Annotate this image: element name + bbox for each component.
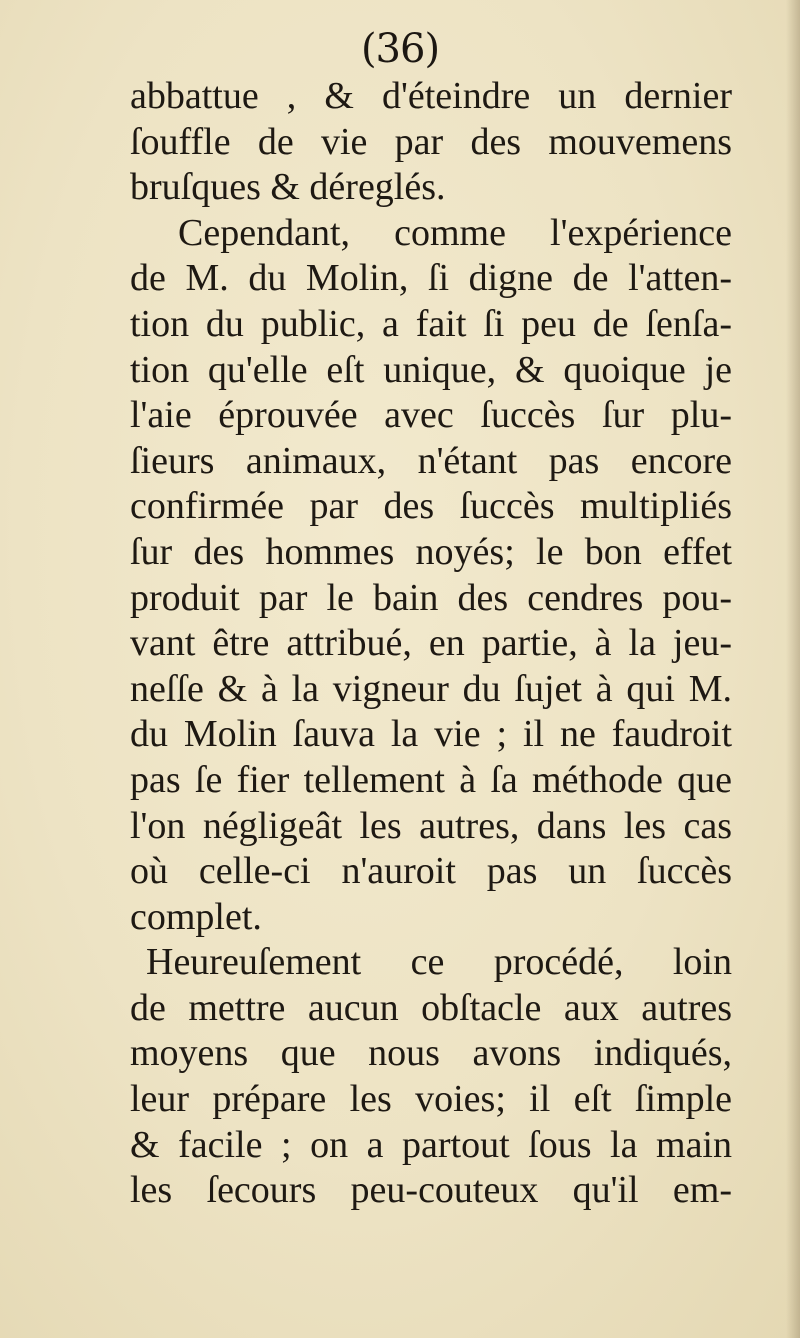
text-line: de M. du Molin, ſi digne de l'atten- (130, 257, 732, 300)
page-number: (36) (360, 26, 440, 72)
text-line: complet. (130, 895, 262, 938)
paragraph-start-line: Cependant, comme l'expérience (178, 211, 732, 254)
text-line: leur prépare les voies; il eſt ſimple (130, 1078, 732, 1121)
text-line: où celle-ci n'auroit pas un ſuccès (130, 850, 732, 893)
text-line: tion du public, a fait ſi peu de ſenſa- (130, 302, 732, 345)
text-line: produit par le bain des cendres pou- (130, 576, 732, 619)
text-line: ſur des hommes noyés; le bon effet (130, 530, 732, 573)
text-line: vant être attribué, en partie, à la jeu- (130, 622, 732, 665)
text-line: & facile ; on a partout ſous la main (130, 1123, 732, 1166)
text-line: bruſques & déreglés. (130, 166, 446, 209)
page-edge-shadow (786, 0, 800, 1338)
text-line: de mettre aucun obſtacle aux autres (130, 986, 732, 1029)
text-line: l'aie éprouvée avec ſuccès ſur plu- (130, 394, 732, 437)
text-line: l'on négligeât les autres, dans les cas (130, 804, 732, 847)
text-line: neſſe & à la vigneur du ſujet à qui M. (130, 667, 732, 710)
text-line: abbattue , & d'éteindre un dernier (130, 75, 732, 117)
text-line: confirmée par des ſuccès multipliés (130, 485, 732, 528)
text-line: moyens que nous avons indiqués, (130, 1032, 732, 1075)
text-line: tion qu'elle eſt unique, & quoique je (130, 348, 732, 391)
paragraph-start-line: Heureuſement ce procédé, loin (146, 941, 732, 984)
text-line: ſouffle de vie par des mouvemens (130, 120, 732, 163)
text-line: ſieurs animaux, n'étant pas encore (130, 439, 732, 482)
text-line: les ſecours peu-couteux qu'il em- (130, 1169, 732, 1212)
body-text (130, 74, 732, 1214)
text-line: du Molin ſauva la vie ; il ne faudroit (130, 713, 732, 756)
text-line: pas ſe fier tellement à ſa méthode que (130, 758, 732, 801)
